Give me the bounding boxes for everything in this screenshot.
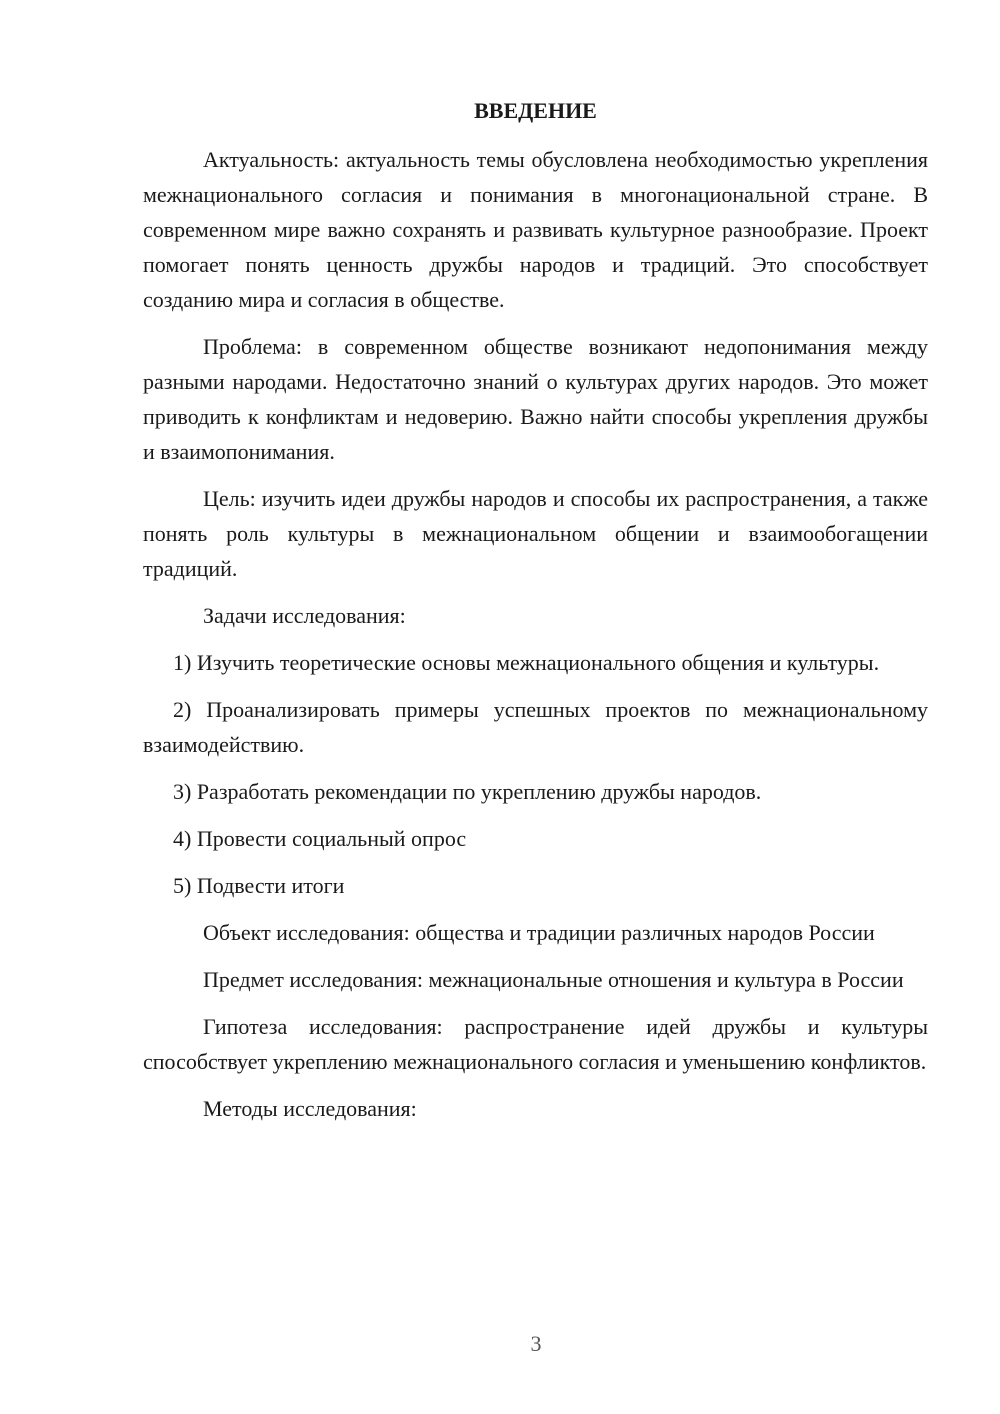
page-title: ВВЕДЕНИЕ — [474, 98, 597, 123]
task-item-1: 1) Изучить теоретические основы межнационального общения и культуры. — [173, 650, 880, 675]
tasks-heading: Задачи исследования: — [203, 603, 406, 628]
problem-paragraph: Проблема: в современном обществе возникают недопонимания между разными народами. Недостаточно знаний о культурах других народов. Это может приводить к конфликтам и недоверию. Важно найти способы укрепления дружбы и взаимопонимания. — [143, 334, 928, 464]
subject-paragraph: Предмет исследования: межнациональные отношения и культура в России — [203, 967, 904, 992]
page-number: 3 — [530, 1331, 542, 1356]
object-paragraph: Объект исследования: общества и традиции различных народов России — [203, 920, 875, 945]
task-item-2: 2) Проанализировать примеры успешных проектов по межнациональному взаимодействию. — [143, 697, 928, 757]
hypothesis-paragraph: Гипотеза исследования: распространение идей дружбы и культуры способствует укреплению межнационального согласия и уменьшению конфликтов. — [143, 1014, 928, 1074]
page-body — [143, 94, 928, 1138]
task-item-5: 5) Подвести итоги — [173, 873, 345, 898]
task-item-3: 3) Разработать рекомендации по укреплению дружбы народов. — [173, 779, 762, 804]
goal-paragraph: Цель: изучить идеи дружбы народов и способы их распространения, а также понять роль культуры в межнациональном общении и взаимообогащении традиций. — [143, 486, 928, 581]
methods-heading: Методы исследования: — [203, 1096, 417, 1121]
task-item-4: 4) Провести социальный опрос — [173, 826, 467, 851]
relevance-paragraph: Актуальность: актуальность темы обусловлена необходимостью укрепления межнационального согласия и понимания в многонациональной стране. В современном мире важно сохранять и развивать культурное разнообразие. Проект помогает понять ценность дружбы народов и традиций. Это способствует созданию мира и согласия в обществе. — [143, 147, 928, 312]
